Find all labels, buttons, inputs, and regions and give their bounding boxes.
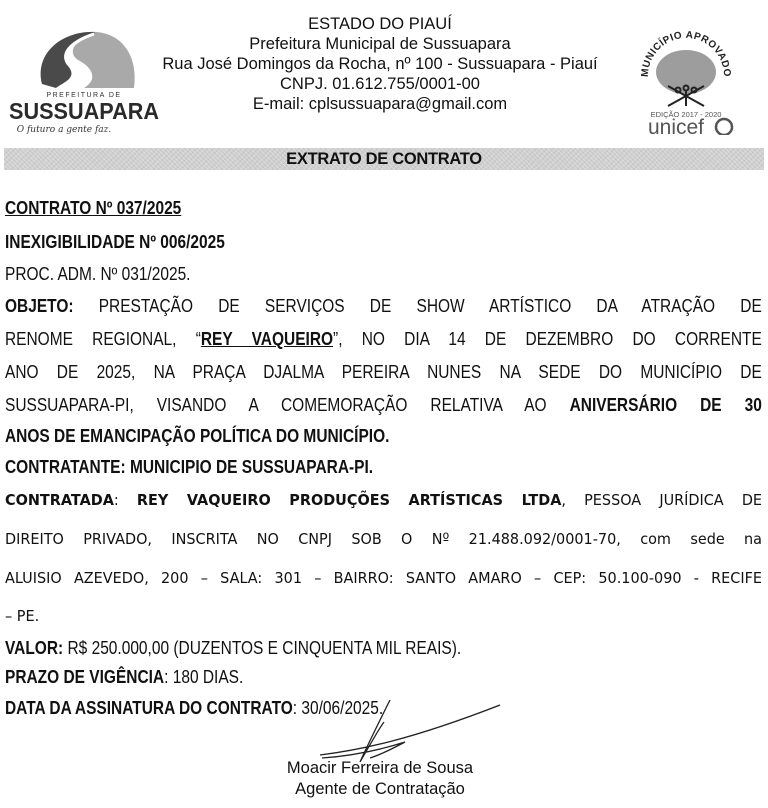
contratada-label: CONTRATADA xyxy=(5,491,114,509)
seal-arc-text: MUNICÍPIO APROVADO xyxy=(639,29,733,78)
objeto-label: OBJETO: xyxy=(5,296,74,316)
title-band xyxy=(4,148,764,170)
objeto-line-5: ANOS DE EMANCIPAÇÃO POLÍTICA DO MUNICÍPIO. xyxy=(5,426,390,446)
signatory-block xyxy=(250,758,510,800)
letterhead-cnpj: CNPJ. 01.612.755/0001-00 xyxy=(280,75,480,93)
prazo-label: PRAZO DE VIGÊNCIA xyxy=(5,667,165,687)
un-globe-icon xyxy=(716,119,732,135)
objeto-text-1: PRESTAÇÃO DE SERVIÇOS DE SHOW ARTÍSTICO DA ATRAÇÃO DE xyxy=(98,296,762,316)
contratada-line-4: – PE. xyxy=(5,607,40,625)
letterhead-state: ESTADO DO PIAUÍ xyxy=(308,15,452,33)
objeto-line-3: ANO DE 2025, NA PRAÇA DJALMA PEREIRA NUNES NA SEDE DO MUNICÍPIO DE xyxy=(5,362,762,382)
objeto-line-4 xyxy=(5,393,762,417)
contratada-line-1 xyxy=(5,488,762,512)
document-title: EXTRATO DE CONTRATO xyxy=(286,150,482,168)
signatory-role: Agente de Contratação xyxy=(295,780,465,798)
prazo-value: : 180 DIAS. xyxy=(164,667,244,687)
letterhead-office: Prefeitura Municipal de Sussuapara xyxy=(249,35,511,53)
data-assinatura-label: DATA DA ASSINATURA DO CONTRATO xyxy=(5,698,293,718)
letterhead-email: E-mail: cplsussuapara@gmail.com xyxy=(252,95,508,113)
valor-label: VALOR: xyxy=(5,638,64,658)
contratada-sep: : xyxy=(113,491,137,509)
document-header xyxy=(0,0,768,140)
objeto-text-4b: ANIVERSÁRIO DE 30 xyxy=(569,395,762,415)
contratada-line-2: DIREITO PRIVADO, INSCRITA NO CNPJ SOB O Nº 21.488.092/0001-70, com sede na xyxy=(5,530,763,548)
logo-name: SUSSUAPARA xyxy=(9,98,159,124)
contratada-line-3: ALUISIO AZEVEDO, 200 – SALA: 301 – BAIRRO: SANTO AMARO – CEP: 50.100-090 - RECIFE xyxy=(5,569,763,587)
seal-gray-disc xyxy=(656,50,716,94)
letterhead-address: Rua José Domingos da Rocha, nº 100 - Sussuapara - Piauí xyxy=(162,55,598,73)
objeto-text-2a: RENOME REGIONAL, “ xyxy=(5,329,201,349)
letterhead xyxy=(150,14,610,114)
prazo xyxy=(5,665,243,689)
objeto-line-1 xyxy=(5,294,762,318)
contratante: CONTRATANTE: MUNICIPIO DE SUSSUAPARA-PI. xyxy=(5,457,374,477)
contratada-company: REY VAQUEIRO PRODUÇÕES ARTÍSTICAS LTDA xyxy=(136,491,562,509)
contratada-text-1: , PESSOA JURÍDICA DE xyxy=(561,491,763,509)
proc-adm: PROC. ADM. Nº 031/2025. xyxy=(5,264,191,284)
data-assinatura-value: : 30/06/2025. xyxy=(292,698,384,718)
objeto-text-2b: ”, NO DIA 14 DE DEZEMBRO DO CORRENTE xyxy=(333,329,762,349)
logo-caption: PREFEITURA DE xyxy=(46,92,122,99)
unicef-seal xyxy=(626,20,746,135)
valor-value: R$ 250.000,00 (DUZENTOS E CINQUENTA MIL REAIS). xyxy=(63,638,462,658)
signatory-name: Moacir Ferreira de Sousa xyxy=(286,759,474,777)
artist-name: REY VAQUEIRO xyxy=(200,329,334,349)
unicef-wordmark: unicef xyxy=(647,116,705,135)
valor xyxy=(5,636,461,660)
sussuapara-logo xyxy=(4,22,164,138)
logo-slogan: O futuro a gente faz. xyxy=(16,125,112,135)
seal-edition: EDIÇÃO 2017 - 2020 xyxy=(650,110,722,119)
contract-number: CONTRATO Nº 037/2025 xyxy=(5,198,182,218)
objeto-line-2 xyxy=(5,327,762,351)
inexigibilidade: INEXIGIBILIDADE Nº 006/2025 xyxy=(5,232,225,252)
objeto-text-4a: SUSSUAPARA-PI, VISANDO A COMEMORAÇÃO RELATIVA AO xyxy=(5,395,570,415)
